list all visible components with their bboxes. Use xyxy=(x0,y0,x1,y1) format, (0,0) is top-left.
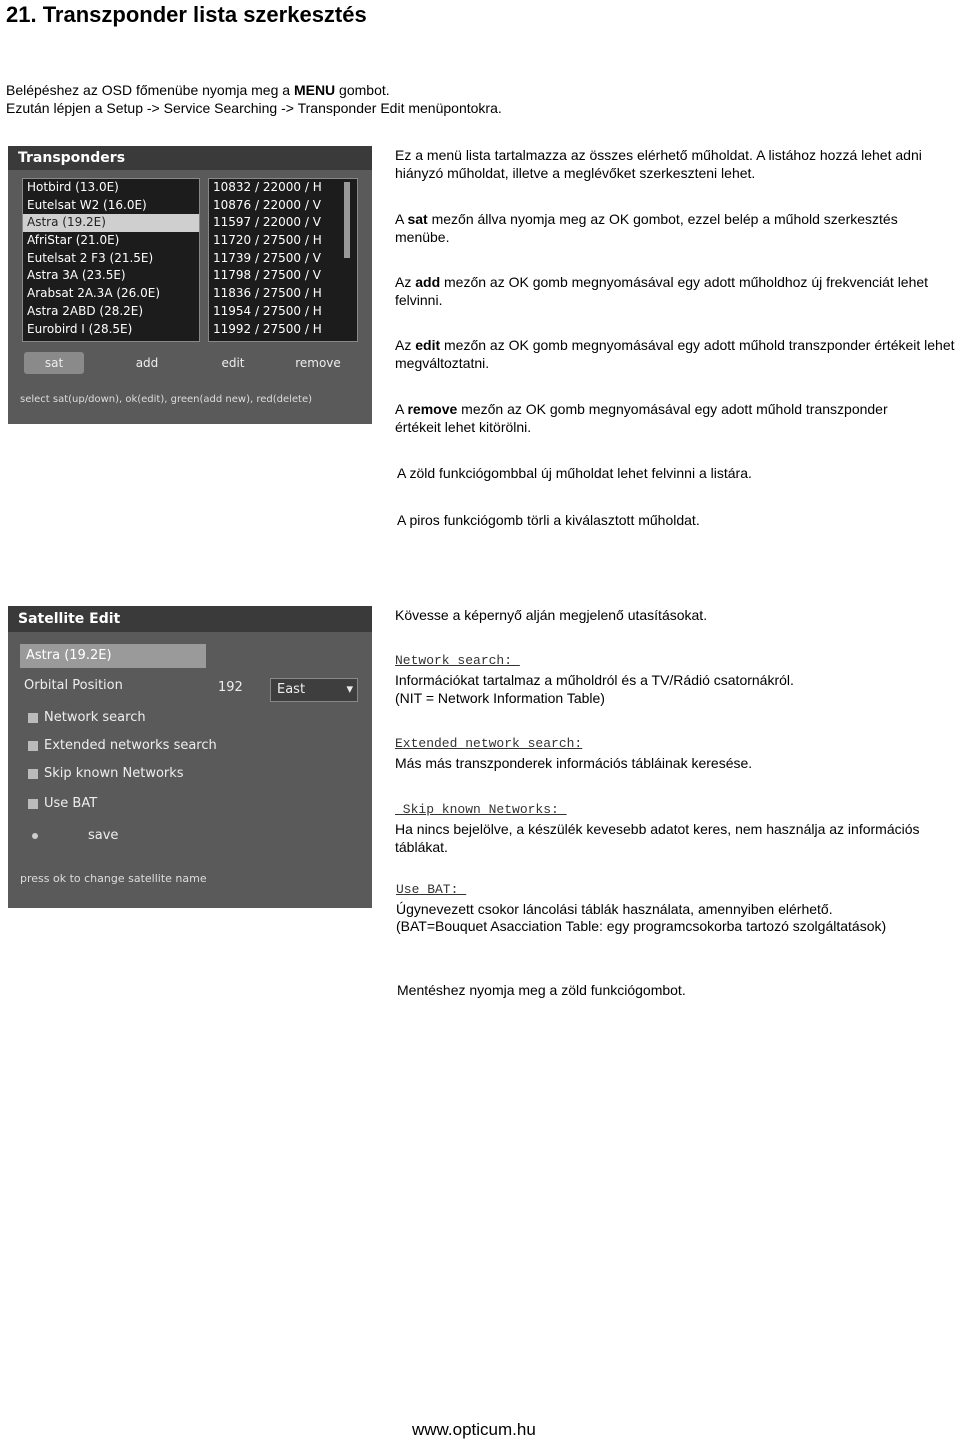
desc-text: Az xyxy=(395,274,416,290)
extended-search-heading: Extended network search: xyxy=(395,736,583,751)
footer-url[interactable]: www.opticum.hu xyxy=(412,1420,536,1439)
transponders-screenshot xyxy=(8,146,372,424)
desc-edit xyxy=(395,336,955,372)
orbital-position-value[interactable]: 192 xyxy=(218,680,243,695)
frequency-list-item[interactable]: 10832 / 22000 / H xyxy=(213,180,322,194)
checkbox-icon[interactable] xyxy=(28,799,38,809)
satellite-name-field[interactable]: Astra (19.2E) xyxy=(20,644,206,668)
chevron-down-icon: ▾ xyxy=(346,682,353,697)
orbital-position-label: Orbital Position xyxy=(24,678,123,693)
frequency-list-item[interactable]: 11798 / 27500 / V xyxy=(213,268,321,283)
use-bat-heading: Use BAT: xyxy=(396,882,467,897)
checkbox-icon[interactable] xyxy=(28,741,38,751)
satellite-list-item[interactable]: Eutelsat 2 F3 (21.5E) xyxy=(27,250,154,265)
bullet-icon xyxy=(32,833,38,839)
desc-text: mezőn az OK gomb megnyomásával egy adott műholdhoz új frekvenciát lehet felvinni. xyxy=(395,274,929,308)
desc-text: mezőn az OK gomb megnyomásával egy adott műhold transzponder értékeit lehet megváltoztatni. xyxy=(395,337,955,371)
orbital-direction-select[interactable] xyxy=(270,678,358,702)
satellite-list-item-selected[interactable]: Astra (19.2E) xyxy=(23,214,199,232)
satellite-list-item[interactable]: Arabsat 2A.3A (26.0E) xyxy=(27,286,161,301)
desc-keyword: sat xyxy=(407,211,428,227)
intro-text-end: gombot. xyxy=(335,82,390,98)
use-bat-option[interactable] xyxy=(28,796,97,811)
remove-button[interactable]: remove xyxy=(295,356,341,370)
option-label: Extended networks search xyxy=(44,738,217,753)
satellite-edit-hint: press ok to change satellite name xyxy=(20,872,207,885)
add-button[interactable]: add xyxy=(135,356,159,370)
transponders-hint: select sat(up/down), ok(edit), green(add new), red(delete) xyxy=(20,394,313,405)
frequency-list-item[interactable]: 11954 / 27500 / H xyxy=(213,303,322,318)
intro-line-2: Ezután lépjen a Setup -> Service Searching -> Transponder Edit menüpontokra. xyxy=(6,100,502,116)
intro-line-1 xyxy=(6,81,390,99)
checkbox-icon[interactable] xyxy=(28,769,38,779)
satellite-list-item[interactable]: Eurobird I (28.5E) xyxy=(27,321,133,336)
option-label: Network search xyxy=(44,710,146,725)
transponders-header: Transponders xyxy=(8,146,372,170)
menu-key-label: MENU xyxy=(293,82,336,98)
option-label: Use BAT xyxy=(44,796,98,811)
desc-remove xyxy=(395,400,925,436)
skip-known-heading: Skip known Networks: xyxy=(395,802,567,817)
desc-sat xyxy=(395,210,955,246)
desc-follow-instructions: Kövesse a képernyő alján megjelenő utasításokat. xyxy=(395,607,708,623)
desc-text: mezőn az OK gomb megnyomásával egy adott műhold transzponder értékeit lehet kitörölni. xyxy=(395,401,888,435)
satellite-list-item[interactable]: Eutelsat W2 (16.0E) xyxy=(27,197,147,212)
desc-keyword: remove xyxy=(407,401,458,417)
network-search-option[interactable] xyxy=(28,710,146,725)
checkbox-icon[interactable] xyxy=(28,713,38,723)
frequency-list-item[interactable]: 10876 / 22000 / V xyxy=(213,197,321,212)
satellite-list-item[interactable]: Astra 2ABD (28.2E) xyxy=(27,303,144,318)
satellite-list-item[interactable]: Hotbird (13.0E) xyxy=(27,180,119,194)
desc-text: A xyxy=(395,401,408,417)
save-instruction: Mentéshez nyomja meg a zöld funkciógombot. xyxy=(397,982,686,998)
desc-keyword: add xyxy=(415,274,441,290)
page-title: 21. Transzponder lista szerkesztés xyxy=(6,2,367,27)
frequency-list[interactable] xyxy=(208,178,358,342)
use-bat-desc: Úgynevezett csokor láncolási táblák használata, amennyiben elérhető. xyxy=(396,901,833,917)
desc-text: mezőn állva nyomja meg az OK gombot, ezzel belép a műhold szerkesztés menübe. xyxy=(395,211,898,245)
satellite-list-item[interactable]: AfriStar (21.0E) xyxy=(27,233,120,248)
desc-list-intro: Ez a menü lista tartalmazza az összes elérhető műholdat. A listához hozzá lehet adni hiányzó műholdat, illetve a meglévőket szerkeszteni lehet. xyxy=(395,147,922,181)
desc-text: A xyxy=(395,211,408,227)
extended-search-desc: Más más transzponderek információs tábláinak keresése. xyxy=(395,755,753,771)
frequency-list-item[interactable]: 11739 / 27500 / V xyxy=(213,250,321,265)
skip-known-networks-option[interactable] xyxy=(28,766,184,781)
network-search-note: (NIT = Network Information Table) xyxy=(395,690,605,706)
satellite-list[interactable] xyxy=(22,178,200,342)
skip-known-desc: Ha nincs bejelölve, a készülék kevesebb adatot keres, nem használja az információs táblákat. xyxy=(395,821,920,855)
satellite-edit-header: Satellite Edit xyxy=(8,606,372,632)
save-option[interactable] xyxy=(32,828,118,843)
network-search-heading: Network search: xyxy=(395,653,520,668)
option-label: Skip known Networks xyxy=(44,766,184,781)
satellite-edit-screenshot xyxy=(8,606,372,908)
extended-networks-search-option[interactable] xyxy=(28,738,217,753)
desc-text: Az xyxy=(395,337,416,353)
frequency-list-item[interactable]: 11992 / 27500 / H xyxy=(213,321,322,336)
network-search-desc: Információkat tartalmaz a műholdról és a TV/Rádió csatornákról. xyxy=(395,672,794,688)
save-button[interactable]: save xyxy=(88,828,119,843)
desc-green-key: A zöld funkciógombbal új műholdat lehet felvinni a listára. xyxy=(397,465,752,481)
intro-text: Belépéshez az OSD főmenübe nyomja meg a xyxy=(6,82,294,98)
sat-button[interactable]: sat xyxy=(24,352,84,374)
desc-add xyxy=(395,273,960,309)
orbital-direction-value: East xyxy=(277,682,306,697)
desc-red-key: A piros funkciógomb törli a kiválasztott műholdat. xyxy=(397,512,700,528)
desc-keyword: edit xyxy=(415,337,441,353)
frequency-list-item[interactable]: 11836 / 27500 / H xyxy=(213,286,322,301)
frequency-list-item[interactable]: 11597 / 22000 / V xyxy=(213,215,321,230)
satellite-list-item[interactable]: Astra 3A (23.5E) xyxy=(27,268,126,283)
use-bat-note: (BAT=Bouquet Asacciation Table: egy programcsokorba tartozó szolgáltatások) xyxy=(396,918,887,934)
edit-button[interactable]: edit xyxy=(221,356,245,370)
frequency-list-item[interactable]: 11720 / 27500 / H xyxy=(213,233,322,248)
scrollbar[interactable] xyxy=(344,182,350,258)
